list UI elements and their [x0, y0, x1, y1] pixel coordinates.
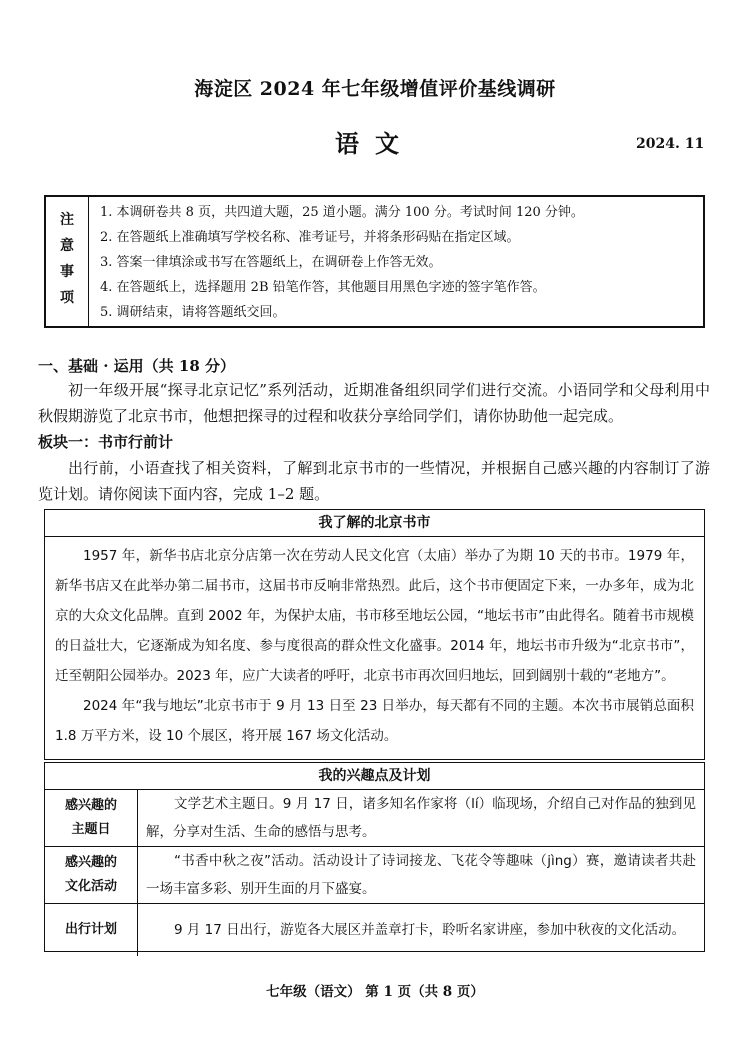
table-row: [45, 904, 704, 956]
row-label: [45, 790, 138, 847]
notice-label-char: 注: [60, 212, 74, 228]
row-label-line: 出行计划: [64, 921, 117, 937]
row-label-line: 文化活动: [64, 879, 117, 894]
info-paragraph: 2024 年“我与地坛”北京书市于 9 月 13 日至 23 日举办，每天都有不同的主题。本次书市展销总面积 1.8 万平方米，设 10 个展区，将开展 167 场文化活动。: [55, 698, 694, 744]
subject-title: 语文: [335, 129, 415, 158]
row-value: 文学艺术主题日。9 月 17 日，诸多知名作家将（lí）临现场，介绍自己对作品的独到见解，分享对生活、生命的感悟与思考。: [138, 790, 705, 847]
info-box: [44, 509, 705, 760]
table-row: [45, 790, 704, 847]
section-intro: 初一年级开展“探寻北京记忆”系列活动，近期准备组织同学们进行交流。小语同学和父母利用中秋假期游览了北京书市，他想把探寻的过程和收获分享给同学们，请你协助他一起完成。: [38, 381, 710, 425]
block-heading: 板块一：书市行前计: [38, 433, 174, 451]
table-row: [45, 847, 704, 904]
row-value: “书香中秋之夜”活动。活动设计了诗词接龙、飞花令等趣味（jìng）赛，邀请读者共赴一场丰富多彩、别开生面的月下盛宴。: [138, 847, 705, 904]
row-label-line: 感兴趣的: [64, 855, 117, 870]
notice-item: 5. 调研结束，请将答题纸交回。: [100, 305, 286, 320]
row-label: [45, 847, 138, 904]
plan-box: [44, 762, 705, 952]
notice-box: [44, 195, 705, 328]
page-footer: 七年级（语文） 第 1 页（共 8 页）: [266, 984, 484, 1000]
info-box-title: 我了解的北京书市: [45, 510, 704, 537]
row-label-line: 主题日: [71, 822, 111, 837]
block-intro: 出行前，小语查找了相关资料，了解到北京书市的一些情况，并根据自己感兴趣的内容制订了游览计划。请你阅读下面内容，完成 1–2 题。: [38, 459, 710, 503]
notice-item: 1. 本调研卷共 8 页，共四道大题，25 道小题。满分 100 分。考试时间 120 分钟。: [100, 205, 584, 220]
section-heading: 一、基础 · 运用（共 18 分）: [38, 357, 235, 375]
notice-label-char: 项: [60, 290, 74, 306]
notice-item: 4. 在答题纸上，选择题用 2B 铅笔作答，其他题目用黑色字迹的签字笔作答。: [100, 280, 546, 295]
row-value: 9 月 17 日出行，游览各大展区并盖章打卡，聆听名家讲座，参加中秋夜的文化活动。: [138, 904, 705, 956]
info-paragraph: 1957 年，新华书店北京分店第一次在劳动人民文化宫（太庙）举办了为期 10 天的书市。1979 年，新华书店又在此举办第二届书市，这届书市反响非常热烈。此后，这个书市便固定下来，一办多年，成为北京的大众文化品牌。直到 2002 年，为保护太庙，书市移至地坛公园，“地坛书市”由此得名。随着书市规模的日益壮大，它逐渐成为知名度、参与度很高的群众性文化盛事。2014 年，地坛书市升级为“北京书市”，迁至朝阳公园举办。2023 年，应广大读者的呼吁，北京书市再次回归地坛，回到阔别十载的“老地方”。: [55, 548, 694, 684]
row-label-line: 感兴趣的: [64, 798, 117, 813]
notice-label-char: 意: [60, 238, 74, 254]
notice-label: [46, 197, 89, 326]
plan-box-title: 我的兴趣点及计划: [318, 768, 431, 784]
info-box-body: [45, 537, 704, 751]
notice-item: 3. 答案一律填涂或书写在答题纸上，在调研卷上作答无效。: [100, 255, 442, 270]
plan-table: [45, 789, 704, 956]
exam-title: 海淀区 2024 年七年级增值评价基线调研: [194, 78, 556, 100]
row-label: [45, 904, 138, 956]
notice-item: 2. 在答题纸上准确填写学校名称、准考证号，并将条形码贴在指定区域。: [100, 230, 520, 245]
exam-date: 2024. 11: [636, 136, 705, 152]
notice-label-char: 事: [60, 264, 74, 280]
